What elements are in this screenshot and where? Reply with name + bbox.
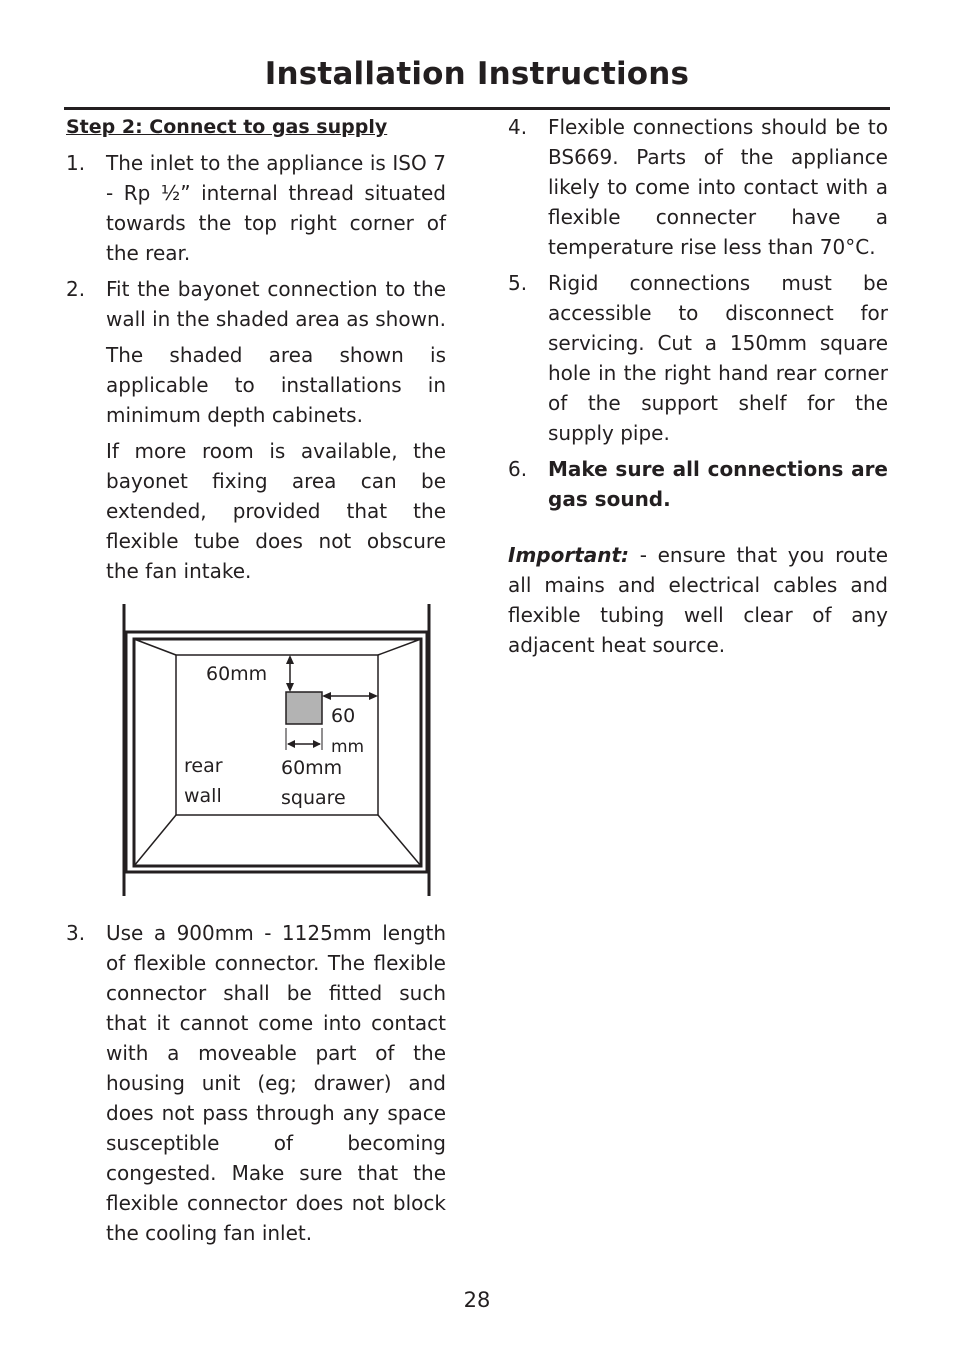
label-mm-right: mm <box>331 737 365 757</box>
item-number: 4. <box>508 115 528 139</box>
arrowhead <box>286 655 294 664</box>
paragraph: The shaded area shown is applicable to installations in minimum depth cabinets. <box>106 343 446 427</box>
label-rear: rear <box>184 755 223 777</box>
perspective-line <box>378 639 421 655</box>
arrowhead <box>287 740 295 748</box>
page-title: Installation Instructions <box>264 56 690 92</box>
label-square: square <box>281 787 346 809</box>
step-heading: Step 2: Connect to gas supply <box>66 116 388 138</box>
arrowhead <box>313 740 321 748</box>
label-wall: wall <box>184 785 222 807</box>
important-text: - ensure that you route all mains and electrical cables and flexible tubing well clear of any adjacent heat source. <box>508 543 888 657</box>
list-item <box>66 148 446 268</box>
item-number: 1. <box>66 151 86 175</box>
item-text: Fit the bayonet connection to the wall in the shaded area as shown. <box>106 277 446 331</box>
label-60mm-square: 60mm <box>281 757 343 779</box>
perspective-line <box>134 639 176 655</box>
title-rule <box>64 107 890 110</box>
label-60mm-top: 60mm <box>206 663 268 685</box>
item-text: Flexible connections should be to BS669. Parts of the appliance likely to come into contact with a flexible connecter have a temperature rise less than 70°C. <box>548 115 888 259</box>
item-number: 2. <box>66 277 86 301</box>
bayonet-area-diagram <box>120 604 440 900</box>
important-note <box>508 540 888 660</box>
item-text: Use a 900mm - 1125mm length of flexible connector. The flexible connector shall be fitted such that it cannot come into contact with a moveable part of the housing unit (eg; drawer) and does not pass through any space susceptible of becoming congested. Make sure that the flexible connector does not block the cooling fan inlet. <box>106 921 446 1245</box>
item-text: Make sure all connections are gas sound. <box>548 457 888 511</box>
arrowhead <box>322 692 331 700</box>
label-60-right: 60 <box>331 705 356 727</box>
important-label: Important: <box>508 543 630 567</box>
item-text: The inlet to the appliance is ISO 7 - Rp ½” internal thread situated towards the top right corner of the rear. <box>106 151 446 265</box>
perspective-line <box>134 815 176 866</box>
item-text: Rigid connections must be accessible to disconnect for servicing. Cut a 150mm square hole in the right hand rear corner of the support shelf for the supply pipe. <box>548 271 888 445</box>
shaded-area <box>286 692 322 724</box>
list-item <box>508 112 888 262</box>
item-number: 3. <box>66 921 86 945</box>
item-number: 6. <box>508 457 528 481</box>
perspective-line <box>378 815 421 866</box>
arrowhead <box>369 692 378 700</box>
list-item <box>508 268 888 448</box>
arrowhead <box>286 683 294 692</box>
paragraph: If more room is available, the bayonet fixing area can be extended, provided that the flexible tube does not obscure the fan intake. <box>106 439 446 583</box>
page-number: 28 <box>463 1288 491 1312</box>
left-column <box>66 112 446 592</box>
cabinet-outer-frame <box>126 632 427 872</box>
item-number: 5. <box>508 271 528 295</box>
right-column <box>508 112 888 660</box>
list-item <box>66 274 446 334</box>
list-item <box>66 918 446 1254</box>
list-item <box>508 454 888 514</box>
